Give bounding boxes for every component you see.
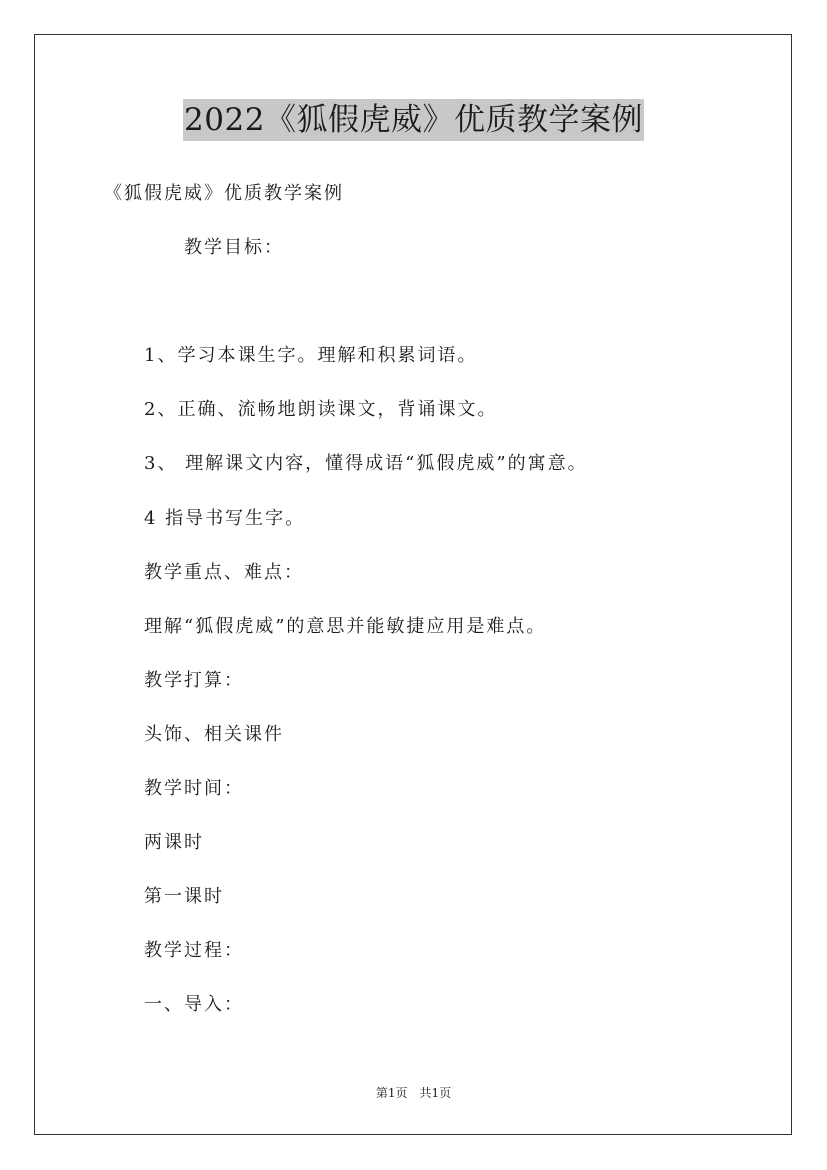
objective-item-2: 2、正确、流畅地朗读课文，背诵课文。 — [144, 399, 498, 420]
objective-item-4: 4 指导书写生字。 — [144, 508, 306, 529]
preparation-text: 头饰、相关课件 — [144, 724, 284, 745]
first-lesson-heading: 第一课时 — [144, 886, 224, 907]
document-title — [0, 99, 827, 141]
objective-item-3: 3、 理解课文内容，懂得成语“狐假虎威”的寓意。 — [144, 453, 588, 474]
time-heading: 教学时间： — [144, 778, 244, 799]
page-footer: 第1页 共1页 — [375, 1086, 452, 1100]
key-points-heading: 教学重点、难点： — [144, 562, 304, 583]
process-heading: 教学过程： — [144, 940, 244, 961]
subtitle-line: 《狐假虎威》优质教学案例 — [104, 183, 344, 204]
preparation-heading: 教学打算： — [144, 670, 244, 691]
time-text: 两课时 — [144, 832, 204, 853]
objective-item-1: 1、学习本课生字。理解和积累词语。 — [144, 345, 478, 366]
document-title-text: 2022《狐假虎威》优质教学案例 — [183, 99, 644, 141]
intro-heading: 一、导入： — [144, 994, 244, 1015]
key-points-text: 理解“狐假虎威”的意思并能敏捷应用是难点。 — [144, 616, 547, 637]
objectives-heading: 教学目标： — [184, 237, 284, 258]
